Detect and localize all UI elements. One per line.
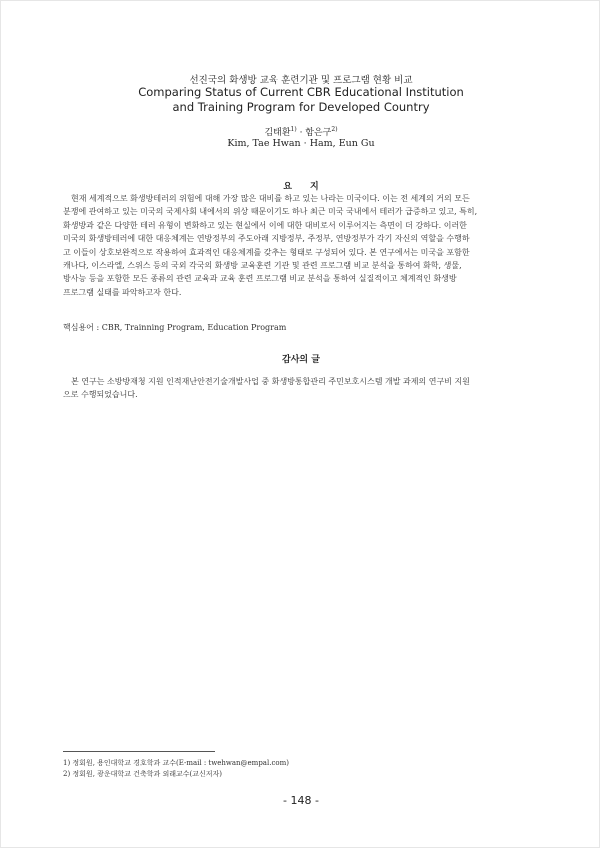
acknowledgment-body — [63, 375, 535, 402]
acknowledgment-line: 으로 수행되었습니다. — [63, 390, 138, 400]
acknowledgment-line: 본 연구는 소방방재청 지원 인적재난안전기술개발사업 중 화생방통합관리 주민보호시스템 개발 과제의 연구비 지원 — [71, 377, 470, 386]
authors-korean — [1, 125, 600, 138]
keywords: 핵심용어 : CBR, Trainning Program, Education Program — [63, 323, 287, 332]
title-english-line-2: and Training Program for Developed Country — [172, 100, 430, 114]
footnote-2: 2) 정회원, 광운대학교 건축학과 외래교수(교신저자) — [63, 770, 223, 778]
author-name-1: 김태환 — [264, 128, 291, 138]
page-number: - 148 - — [283, 794, 319, 807]
author-footnote-marker-2: 2) — [331, 126, 338, 133]
footnote-1: 1) 정회원, 용인대학교 경호학과 교수(E-mail : twehwan@empal.com) — [63, 759, 289, 767]
authors-english: Kim, Tae Hwan · Ham, Eun Gu — [227, 138, 375, 149]
author-footnote-marker-1: 1) — [290, 126, 297, 133]
abstract-line: 미국의 화생방테러에 대한 대응체계는 연방정부의 주도아래 지방정부, 주정부, 연방정부가 각기 자신의 역할을 수행하 — [63, 234, 470, 244]
abstract-heading: 요지 — [283, 182, 337, 192]
title-korean: 선진국의 화생방 교육 훈련기관 및 프로그램 현황 비교 — [189, 75, 413, 86]
abstract-body — [63, 192, 535, 299]
title-english-line-1: Comparing Status of Current CBR Educational Institution — [138, 85, 464, 99]
abstract-line: 방사능 등을 포함한 모든 종류의 관련 교육과 교육 훈련 프로그램 비교 분석을 통하여 실질적이고 체계적인 화생방 — [63, 274, 457, 284]
acknowledgment-heading: 감사의 글 — [282, 355, 320, 365]
abstract-line: 고 이들이 상호보완적으로 작용하여 효과적인 대응체계를 갖추는 형태로 구성되어 있다. 본 연구에서는 미국을 포함한 — [63, 247, 470, 257]
abstract-line: 화생방과 같은 다양한 테러 유형이 변화하고 있는 현실에서 이에 대한 대비로서 이루어지는 측면이 더 강하다. 이러한 — [63, 220, 467, 230]
abstract-line: 프로그램 실태를 파악하고자 한다. — [63, 287, 182, 297]
abstract-line: 캐나다, 이스라엘, 스위스 등의 국외 각국의 화생방 교육훈련 기관 및 관련 프로그램 비교 분석을 통하여 화학, 생물, — [63, 261, 462, 271]
author-name-2: 함은구 — [305, 128, 332, 138]
footnote-divider — [63, 751, 215, 752]
abstract-line: 현재 세계적으로 화생방테러의 위험에 대해 가장 많은 대비를 하고 있는 나라는 미국이다. 이는 전 세계의 거의 모든 — [71, 194, 470, 203]
abstract-line: 분쟁에 관여하고 있는 미국의 국제사회 내에서의 위상 때문이기도 하나 최근 미국 국내에서 테러가 급증하고 있고, 특히, — [63, 207, 478, 217]
author-separator: · — [296, 128, 306, 138]
